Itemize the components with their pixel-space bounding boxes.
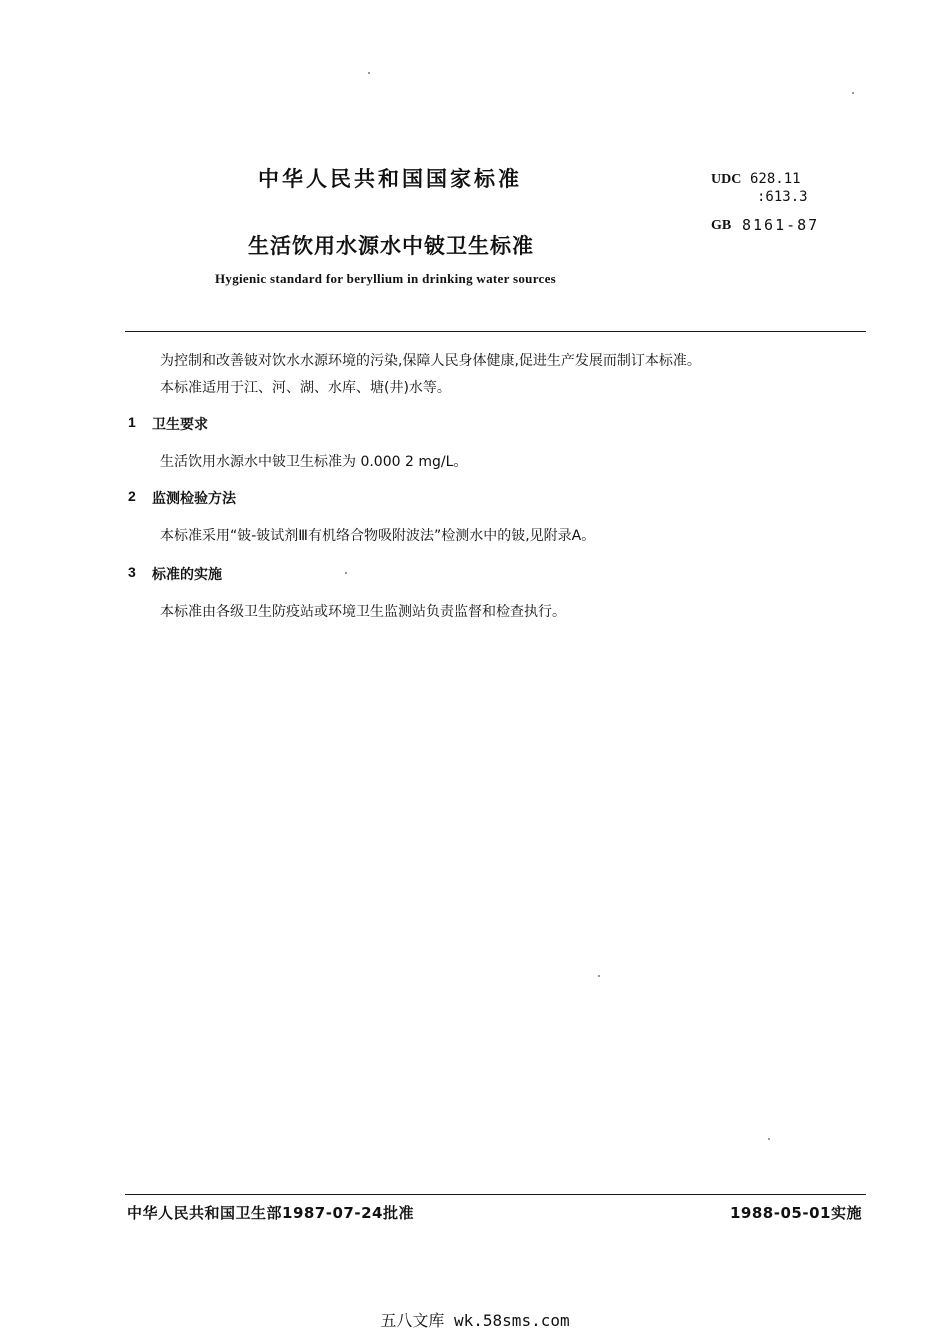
scan-speck: [768, 1138, 770, 1140]
udc-code-secondary: :613.3: [757, 189, 808, 205]
section-number: 2: [128, 488, 136, 504]
header-divider: [125, 331, 866, 332]
section-title: 监测检验方法: [152, 491, 236, 507]
section-body: 本标准采用“铍-铍试剂Ⅲ有机络合物吸附波法”检测水中的铍,见附录A。: [160, 528, 596, 544]
section-number: 3: [128, 564, 136, 580]
section-number: 1: [128, 414, 136, 430]
section-body: 本标准由各级卫生防疫站或环境卫生监测站负责监督和检查执行。: [160, 604, 566, 620]
intro-paragraph-purpose: 为控制和改善铍对饮水水源环境的污染,保障人民身体健康,促进生产发展而制订本标准。: [160, 353, 701, 369]
footer-divider: [125, 1194, 866, 1195]
section-title: 标准的实施: [152, 567, 222, 583]
scan-speck: [852, 92, 854, 94]
document-title-english: Hygienic standard for beryllium in drinking water sources: [215, 271, 557, 286]
gb-label: GB: [711, 218, 732, 233]
udc-label: UDC: [711, 172, 742, 187]
scan-speck: [368, 72, 370, 74]
standard-category-heading: 中华人民共和国国家标准: [258, 167, 522, 191]
approval-note: 中华人民共和国卫生部1987-07-24批准: [127, 1204, 414, 1222]
section-body: 生活饮用水源水中铍卫生标准为 0.000 2 mg/L。: [160, 454, 468, 470]
document-title: 生活饮用水源水中铍卫生标准: [248, 234, 534, 258]
udc-code-primary: 628.11: [750, 171, 801, 187]
effective-date: 1988-05-01实施: [730, 1204, 862, 1222]
watermark-text: 五八文库 wk.58sms.com: [380, 1311, 570, 1330]
section-title: 卫生要求: [152, 417, 208, 433]
gb-standard-number: 8161-87: [742, 216, 820, 234]
scan-speck: [598, 975, 600, 977]
scan-speck: [345, 572, 347, 574]
intro-paragraph-scope: 本标准适用于江、河、湖、水库、塘(井)水等。: [160, 380, 451, 396]
